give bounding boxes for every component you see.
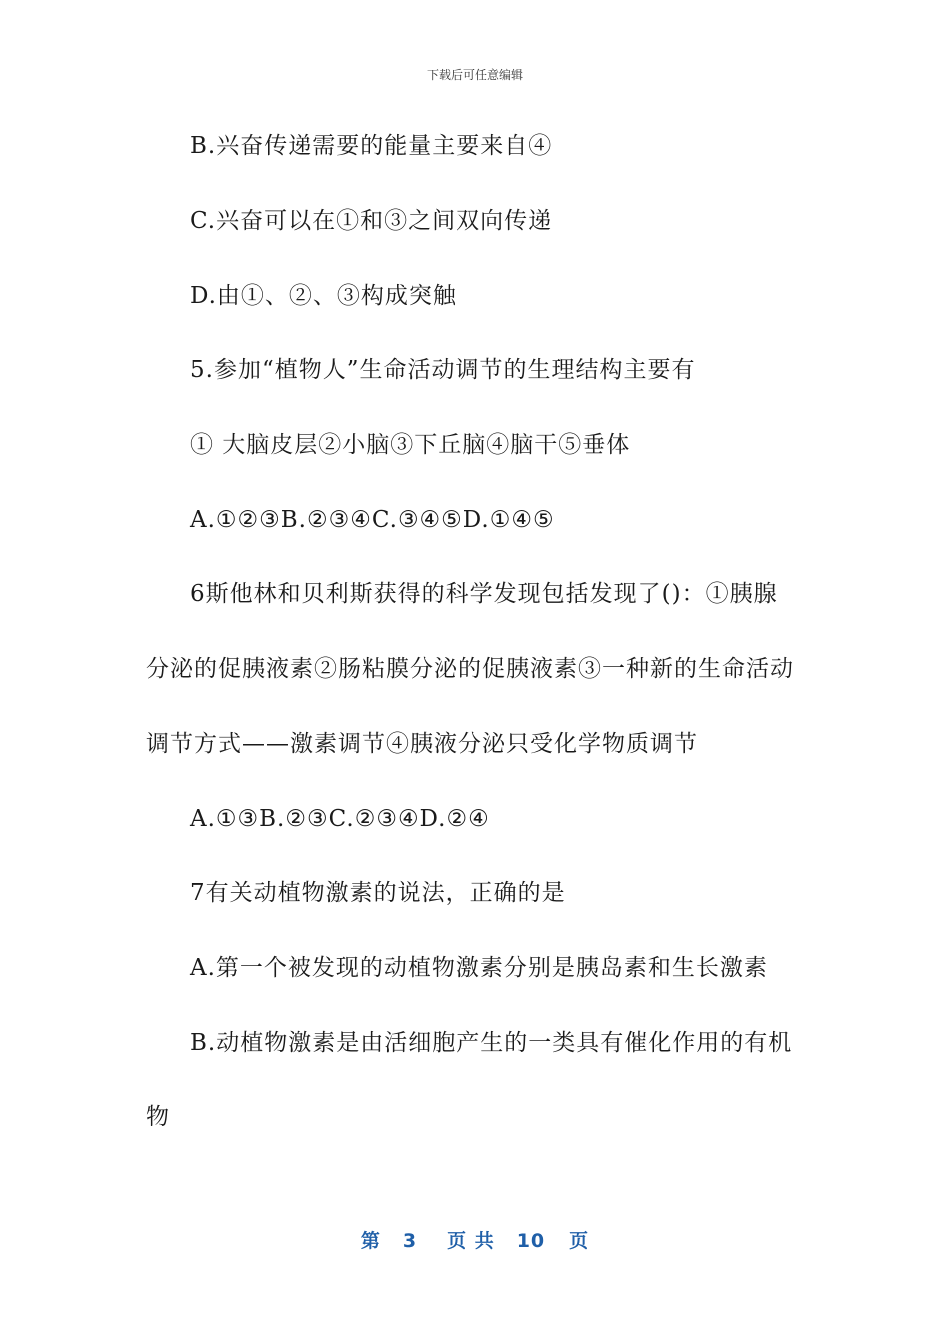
footer-page-number: 3 — [402, 1230, 418, 1252]
page-footer — [0, 1226, 950, 1253]
option-line: 物 — [146, 1104, 170, 1130]
option-line: A.①②③B.②③④C.③④⑤D.①④⑤ — [190, 507, 555, 533]
option-line: D.由①、②、③构成突触 — [190, 283, 457, 309]
question-line: 调节方式——激素调节④胰液分泌只受化学物质调节 — [146, 731, 698, 757]
option-line: B.兴奋传递需要的能量主要来自④ — [190, 133, 553, 159]
question-line: 7有关动植物激素的说法，正确的是 — [190, 880, 566, 906]
question-line: 分泌的促胰液素②肠粘膜分泌的促胰液素③一种新的生命活动 — [146, 656, 794, 682]
option-line: C.兴奋可以在①和③之间双向传递 — [190, 208, 553, 234]
question-line: ① 大脑皮层②小脑③下丘脑④脑干⑤垂体 — [190, 432, 631, 458]
option-line: B.动植物激素是由活细胞产生的一类具有催化作用的有机 — [190, 1030, 793, 1056]
page-header: 下载后可任意编辑 — [426, 68, 523, 82]
question-line: 5.参加“植物人”生命活动调节的生理结构主要有 — [190, 357, 696, 383]
option-line: A.第一个被发现的动植物激素分别是胰岛素和生长激素 — [190, 955, 768, 981]
footer-suffix: 页 — [569, 1230, 590, 1252]
option-line: A.①③B.②③C.②③④D.②④ — [190, 806, 490, 832]
footer-total-pages: 10 — [516, 1230, 546, 1252]
footer-middle: 页 共 — [447, 1230, 495, 1252]
footer-prefix: 第 — [360, 1230, 381, 1252]
question-line: 6斯他林和贝利斯获得的科学发现包括发现了()：①胰腺 — [190, 581, 778, 607]
